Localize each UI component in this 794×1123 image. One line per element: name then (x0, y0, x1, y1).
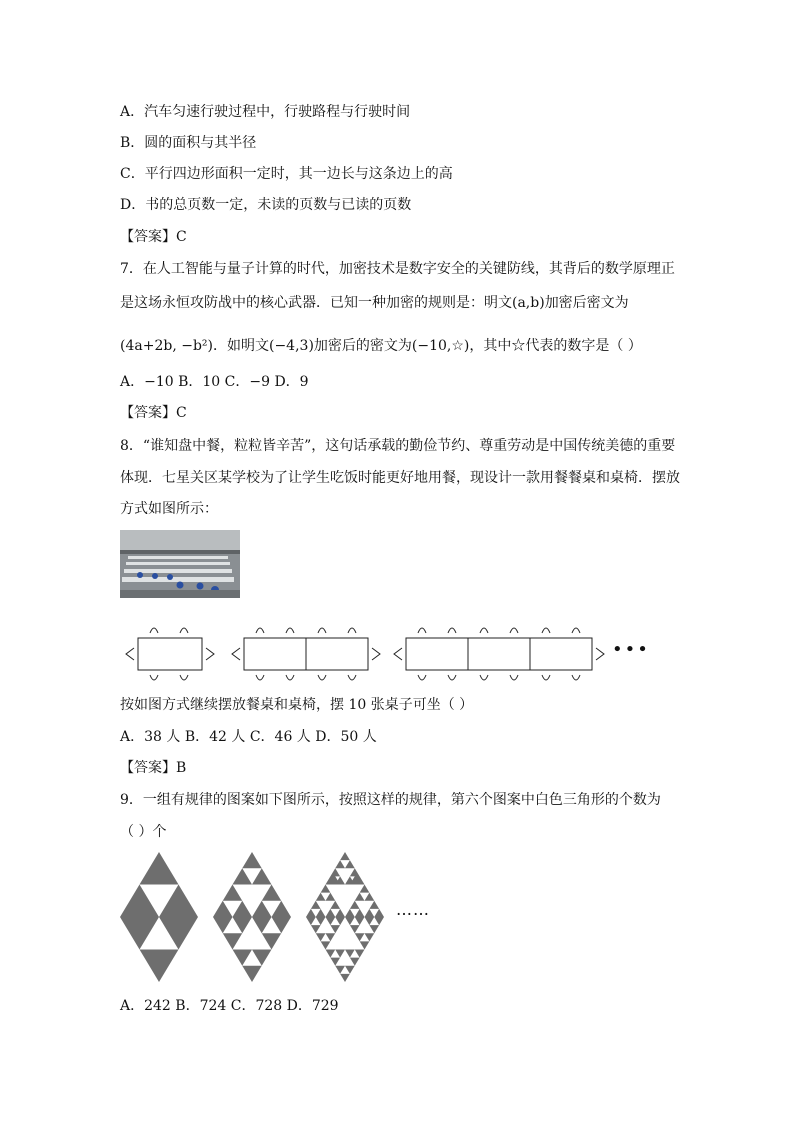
canteen-photo (120, 530, 240, 598)
diamond-pattern-2 (213, 852, 291, 982)
q6-option-c: C．平行四边形面积一定时，其一边长与这条边上的高 (120, 166, 453, 182)
table-arrangement-diagram (120, 620, 650, 686)
q9-text-line1: 9．一组有规律的图案如下图所示，按照这样的规律，第六个图案中白色三角形的个数为 (120, 792, 661, 808)
q8-options: A．38 人 B．42 人 C．46 人 D．50 人 (120, 729, 377, 745)
q7-example-plaintext: (−4,3) (268, 338, 314, 354)
q8-question: 按如图方式继续摆放餐桌和桌椅，摆 10 张桌子可坐（ ） (120, 697, 474, 713)
q7-line3-mid: ．如明文 (212, 338, 269, 354)
q8-answer: 【答案】B (120, 760, 187, 776)
diamond-pattern-3 (306, 852, 384, 982)
q6-answer: 【答案】C (120, 229, 187, 245)
q6-option-b: B．圆的面积与其半径 (120, 135, 257, 151)
q7-line2-text: 是这场永恒攻防战中的核心武器．已知一种加密的规则是：明文 (120, 295, 512, 311)
q8-text-line2: 体现．七星关区某学校为了让学生吃饭时能更好地用餐，现设计一款用餐餐桌和桌椅．摆放 (120, 470, 680, 486)
q9-options: A．242 B．724 C．728 D．729 (120, 998, 339, 1014)
diamond-pattern-1 (120, 852, 198, 982)
q9-text-line2: （ ）个 (120, 824, 167, 840)
q7-text-line1: 7．在人工智能与量子计算的时代，加密技术是数字安全的关键防线，其背后的数学原理正 (120, 261, 675, 277)
q7-line2-end: 加密后密文为 (544, 295, 629, 311)
q9-continuation-dots: …… (396, 900, 430, 919)
chairs (126, 628, 604, 680)
table-2-2 (306, 638, 368, 670)
q7-example-cipher: (−10,☆) (411, 338, 470, 354)
q8-text-line3: 方式如图所示： (120, 501, 218, 517)
q7-cipher-rule: (4a+2b, −b²) (120, 338, 213, 354)
q7-options: A．−10 B．10 C．−9 D．9 (120, 374, 309, 390)
table-3-2 (468, 638, 530, 670)
table-2-1 (244, 638, 306, 670)
table-3-1 (406, 638, 468, 670)
table-3-3 (530, 638, 592, 670)
q7-line3-mid2: 加密后的密文为 (313, 338, 412, 354)
q7-line3-end: ，其中☆代表的数字是（ ） (469, 338, 642, 354)
q7-plaintext-ab: (a,b) (512, 295, 545, 311)
q6-option-d: D．书的总页数一定，未读的页数与已读的页数 (120, 197, 412, 213)
q6-option-a: A．汽车匀速行驶过程中，行驶路程与行驶时间 (120, 104, 411, 120)
q7-answer: 【答案】C (120, 405, 187, 421)
table-1-1 (138, 638, 202, 670)
q8-text-line1: 8．“谁知盘中餐，粒粒皆辛苦”，这句话承载的勤俭节约、尊重劳动是中国传统美德的重要 (120, 438, 676, 454)
q7-text-line2 (120, 293, 629, 313)
q7-text-line3 (120, 336, 642, 356)
q8-continuation-dots: ••• (612, 639, 650, 660)
